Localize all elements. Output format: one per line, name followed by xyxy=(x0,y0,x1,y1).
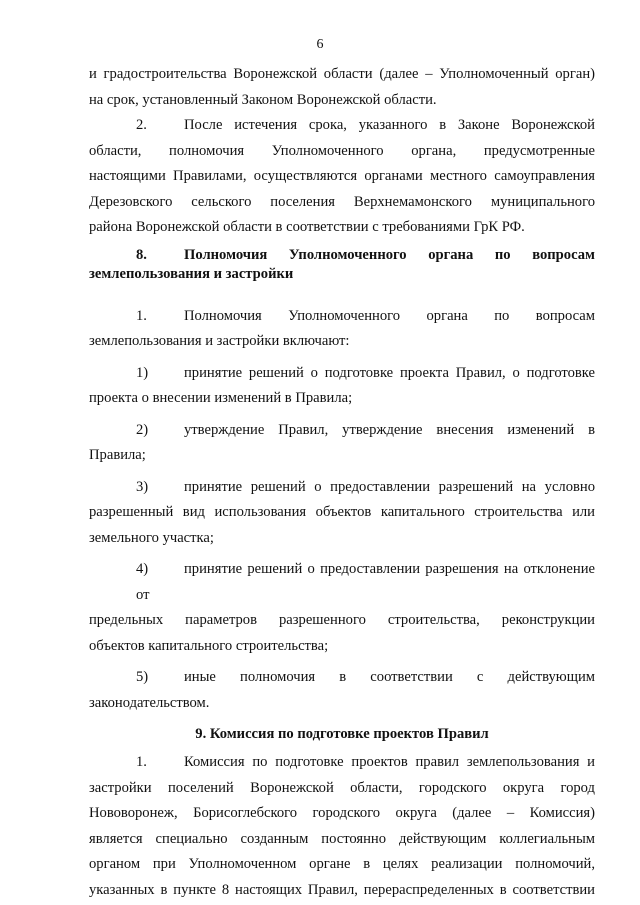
text-line xyxy=(89,361,595,387)
text-fragment: принятие решений о предоставлении разрешения на отклонение от xyxy=(136,561,595,603)
item-number: 5) xyxy=(136,669,149,685)
text-line: Нововоронеж, Борисоглебского городского округа (далее – Комиссия) xyxy=(89,805,595,821)
item-number: 4) xyxy=(136,561,149,577)
item-number: 1) xyxy=(136,364,149,381)
text-line: объектов капитального строительства; xyxy=(89,637,329,654)
text-line: указанных в пункте 8 настоящих Правил, перераспределенных в соответствии xyxy=(89,881,595,898)
text-line: области, полномочия Уполномоченного органа, предусмотренные xyxy=(89,142,595,159)
list-item-1 xyxy=(89,361,595,412)
text-line xyxy=(89,418,595,444)
section-8-paragraph-1 xyxy=(89,304,595,355)
paragraph-2 xyxy=(89,113,595,241)
text-line: Правила; xyxy=(89,447,146,463)
paragraph-number: 1. xyxy=(136,754,147,770)
text-fragment: принятие решений о подготовке проекта Правил, о подготовке xyxy=(184,364,595,381)
text-line: разрешенный вид использования объектов капитального строительства или xyxy=(89,504,595,520)
text-fragment: Полномочия Уполномоченного органа по вопросам xyxy=(184,307,595,324)
text-line: органом при Уполномоченном органе в целях реализации полномочий, xyxy=(89,856,595,872)
page-number: 6 xyxy=(316,37,324,52)
text-line xyxy=(89,557,595,608)
text-line: настоящими Правилами, осуществляются органами местного самоуправления xyxy=(89,168,595,184)
section-8-heading xyxy=(89,246,595,284)
text-line: является специально созданным постоянно действующим коллегиальным xyxy=(89,830,595,847)
text-line: на срок, установленный Законом Воронежской области. xyxy=(89,91,437,108)
text-line xyxy=(89,113,595,139)
text-line: землепользования и застройки включают: xyxy=(89,333,350,349)
text-fragment: Полномочия Уполномоченного органа по вопросам xyxy=(184,246,595,263)
text-fragment: иные полномочия в соответствии с действующим xyxy=(184,669,595,685)
text-line xyxy=(89,304,595,330)
text-line: законодательством. xyxy=(89,694,210,711)
paragraph-number: 2. xyxy=(136,117,147,133)
text-line: Дерезовского сельского поселения Верхнемамонского муниципального xyxy=(89,193,595,210)
text-line: проекта о внесении изменений в Правила; xyxy=(89,390,353,406)
text-line: землепользования и застройки xyxy=(89,265,294,282)
list-item-4 xyxy=(89,557,595,659)
text-fragment: После истечения срока, указанного в Законе Воронежской xyxy=(184,117,595,133)
text-fragment: Комиссия по подготовке проектов правил землепользования и xyxy=(184,754,595,770)
text-line: застройки поселений Воронежской области, городского округа город xyxy=(89,779,595,796)
text-fragment: принятие решений о предоставлении разрешений на условно xyxy=(184,478,595,495)
section-9-heading: 9. Комиссия по подготовке проектов Правил xyxy=(195,726,489,742)
text-line xyxy=(89,246,595,265)
list-item-2 xyxy=(89,418,595,469)
text-line: предельных параметров разрешенного строительства, реконструкции xyxy=(89,612,595,628)
text-line: района Воронежской области в соответствии с требованиями ГрК РФ. xyxy=(89,219,525,235)
text-line: земельного участка; xyxy=(89,529,214,546)
item-number: 3) xyxy=(136,478,149,495)
item-number: 2) xyxy=(136,421,149,438)
list-item-3 xyxy=(89,475,595,552)
text-line xyxy=(89,475,595,501)
list-item-5 xyxy=(89,665,595,716)
paragraph-number: 1. xyxy=(136,307,147,324)
text-line xyxy=(89,665,595,691)
text-line: и градостроительства Воронежской области (далее – Уполномоченный орган) xyxy=(89,66,595,82)
paragraph-continuation xyxy=(89,62,595,113)
text-fragment: утверждение Правил, утверждение внесения изменений в xyxy=(184,421,595,438)
section-9-paragraph-1 xyxy=(89,750,595,903)
section-number: 8. xyxy=(136,246,147,263)
document-body xyxy=(89,62,595,903)
text-line xyxy=(89,750,595,776)
